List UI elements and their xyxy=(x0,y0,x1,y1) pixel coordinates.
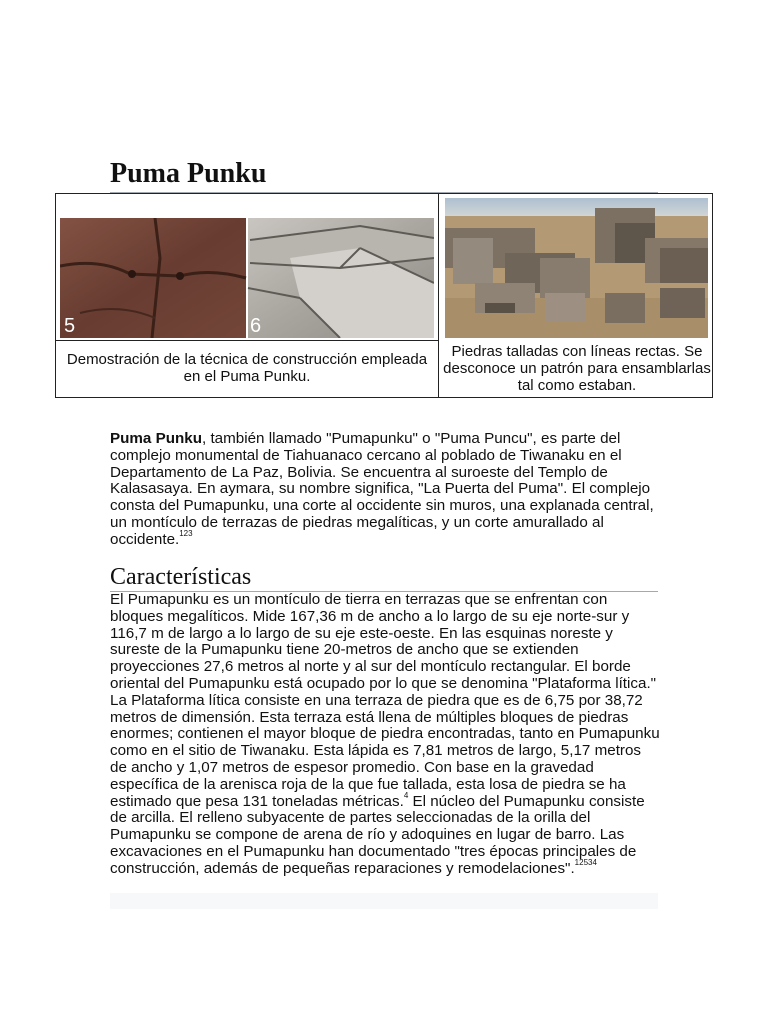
intro-paragraph xyxy=(110,431,660,549)
figure-table xyxy=(55,193,713,398)
carved-stones-photo xyxy=(445,198,708,338)
section-text-2: El núcleo del Pumapunku consiste de arcilla. El relleno subyacente de partes seleccionadas de la orilla del Pumapunku se compone de arena de río y adoquines en lugar de barro. Las excavaciones en el Pumapunku han documentado "tres épocas principales de construcción, además de pequeñas reparaciones y remodelaciones". xyxy=(110,792,645,877)
section-heading: Características xyxy=(110,563,658,592)
figure-caption-1: Demostración de la técnica de construcción empleada en el Puma Punku. xyxy=(66,351,428,385)
intro-refs[interactable]: 123 xyxy=(179,528,193,538)
figure-label-6: 6 xyxy=(250,315,262,337)
section-text-1: El Pumapunku es un montículo de tierra en terrazas que se enfrentan con bloques megalíticos. Mide 167,36 m de ancho a lo largo de su eje norte-sur y 116,7 m de largo a lo largo de su eje este-oeste. En las esquinas noreste y sureste de la Pumapunku tiene 20-metros de ancho que se extienden proyecciones 27,6 metros al norte y al sur del montículo rectangular. El borde oriental del Pumapunku está ocupado por lo que se denomina "Plataforma lítica." La Plataforma lítica consiste en una terraza de piedra que es de 6,75 por 38,72 metros de dimensión. Esta terraza está llena de múltiples bloques de piedras enormes; contienen el mayor bloque de piedra encontradas, tanto en Pumapunku como en el sitio de Tiwanaku. Esta lápida es 7,81 metros de largo, 5,17 metros de ancho y 1,07 metros de espesor promedio. Con base en la gravedad específica de la arenisca roja de la que fue tallada, esta losa de piedra se ha estimado que pesa 131 toneladas métricas. xyxy=(110,591,660,810)
intro-text: , también llamado "Pumapunku" o "Puma Puncu", es parte del complejo monumental de Tiahuanaco cercano al poblado de Tiwanaku en el Departamento de La Paz, Bolivia. Se encuentra al suroeste del Templo de Kalasasaya. En aymara, su nombre significa, "La Puerta del Puma". El complejo consta del Pumapunku, una corte al occidente sin muros, una explanada central, un montículo de terrazas de piedras megalíticas, y un corte amurallado al occidente. xyxy=(110,430,654,548)
page-title: Puma Punku xyxy=(110,158,658,193)
intro-bold-name: Puma Punku xyxy=(110,430,202,447)
figure-divider xyxy=(438,194,439,397)
construction-technique-photo xyxy=(60,218,434,338)
figure-caption-2: Piedras talladas con líneas rectas. Se desconoce un patrón para ensamblarlas tal como estaban. xyxy=(443,343,711,394)
section-ref-1[interactable]: 4 xyxy=(403,790,409,800)
section-ref-2[interactable]: 12534 xyxy=(574,857,597,867)
caption-separator xyxy=(56,340,438,341)
section-paragraph xyxy=(110,592,660,878)
figure-label-5: 5 xyxy=(64,315,76,337)
footer-bar xyxy=(110,893,658,909)
